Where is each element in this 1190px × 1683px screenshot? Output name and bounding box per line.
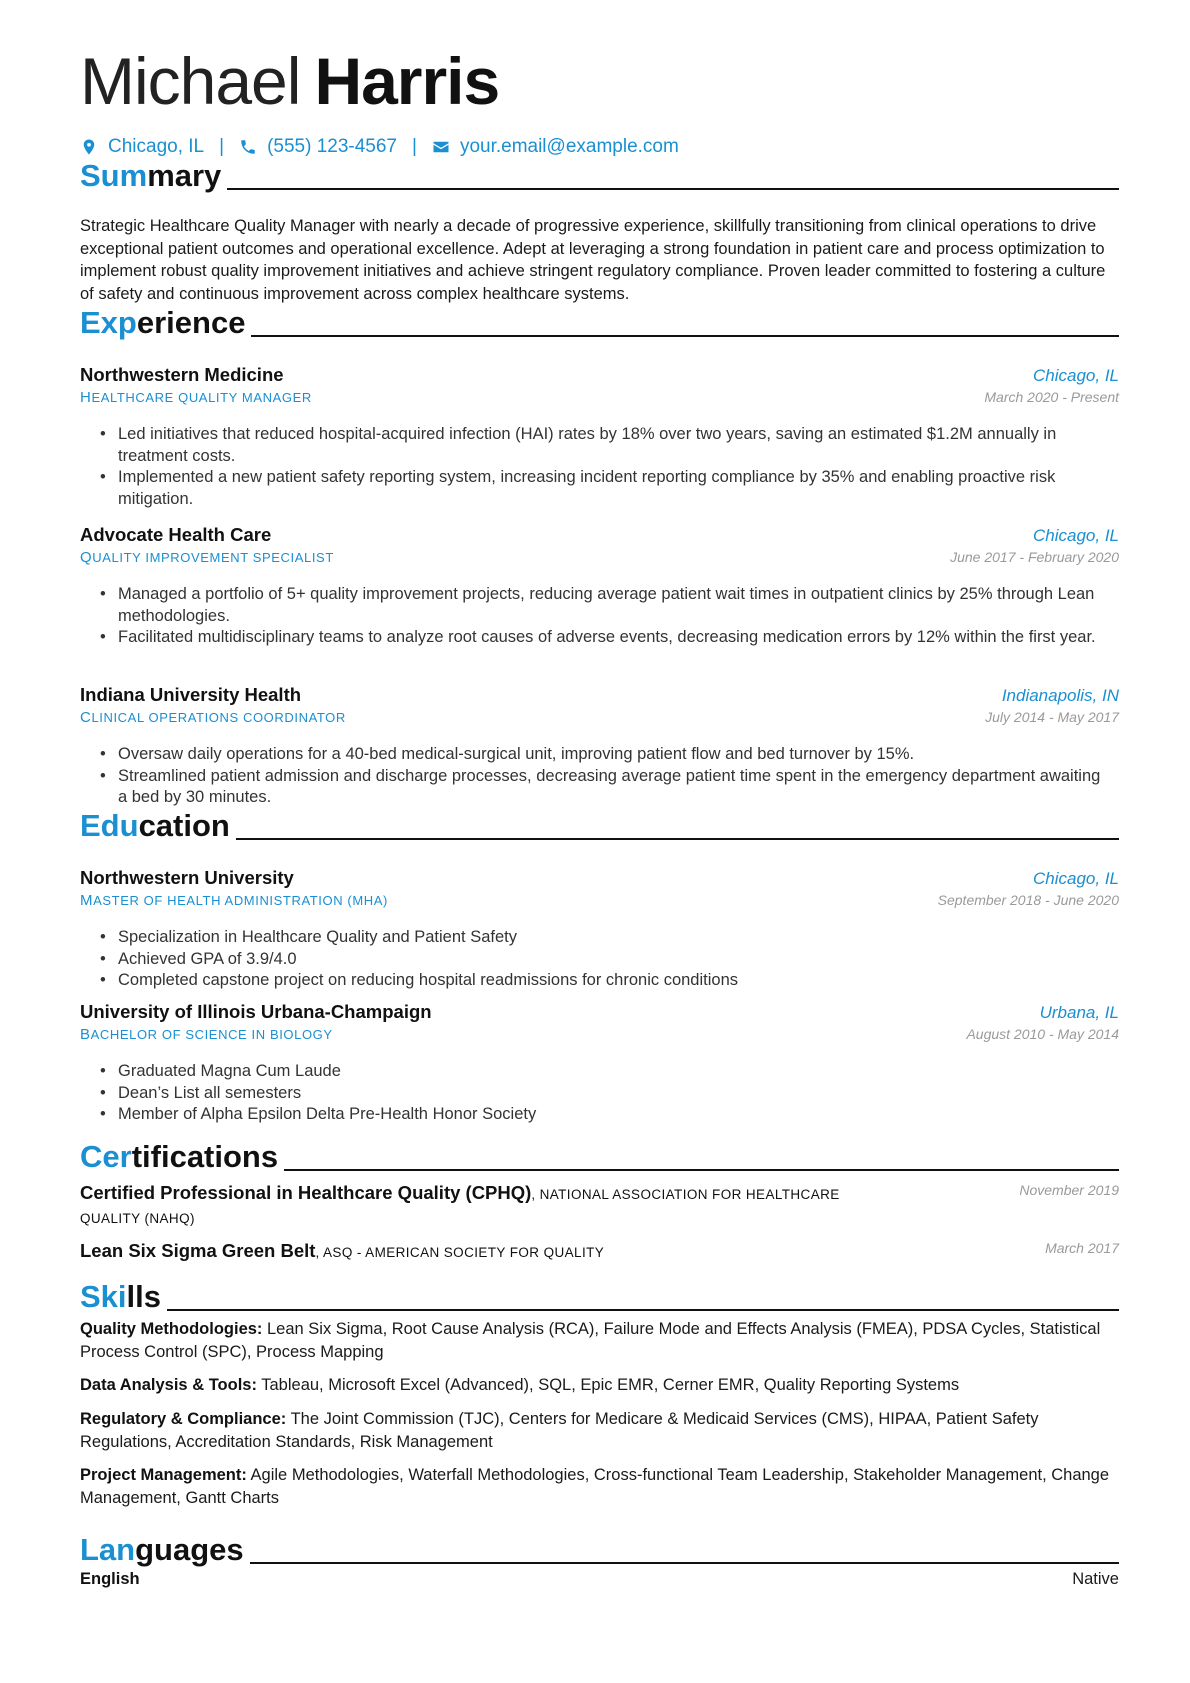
certification-name: Certified Professional in Healthcare Quality (CPHQ): [80, 1182, 532, 1203]
section-certifications: [80, 1135, 1119, 1175]
study-dates: August 2010 - May 2014: [966, 1026, 1119, 1042]
skill-group: [80, 1318, 1110, 1363]
skill-category: Project Management:: [80, 1466, 247, 1484]
first-name: Michael: [80, 44, 301, 118]
experience-entry: [80, 684, 1119, 731]
certification-issuer: , NATIONAL ASSOCIATION FOR HEALTHCARE QUALITY (NAHQ): [80, 1187, 840, 1226]
job-location: Chicago, IL: [1033, 366, 1119, 385]
certification-date: November 2019: [1019, 1182, 1119, 1198]
job-title: HEALTHCARE QUALITY MANAGER: [80, 389, 312, 406]
school-name: University of Illinois Urbana-Champaign: [80, 1001, 432, 1022]
skill-group: [80, 1374, 1110, 1397]
list-item: • Implemented a new patient safety reporting system, increasing incident reporting compliance by 35% and enabling proactive risk mitigation.: [100, 467, 1110, 510]
job-location: Chicago, IL: [1033, 526, 1119, 545]
job-dates: July 2014 - May 2017: [985, 709, 1119, 725]
job-dates: June 2017 - February 2020: [950, 549, 1119, 565]
section-skills: [80, 1275, 1119, 1315]
study-dates: September 2018 - June 2020: [937, 892, 1119, 908]
school-name: Northwestern University: [80, 867, 294, 888]
job-title: QUALITY IMPROVEMENT SPECIALIST: [80, 549, 334, 566]
language-level: Native: [1072, 1570, 1119, 1588]
skill-list: Tableau, Microsoft Excel (Advanced), SQL, Epic EMR, Cerner EMR, Quality Reporting Systems: [256, 1376, 960, 1394]
section-title: Education: [80, 808, 230, 843]
last-name: Harris: [314, 44, 500, 118]
list-item: • Specialization in Healthcare Quality and Patient Safety: [100, 927, 1110, 949]
list-item: • Oversaw daily operations for a 40-bed medical-surgical unit, improving patient flow and bed turnover by 15%.: [100, 744, 1110, 766]
section-title: Certifications: [80, 1139, 279, 1174]
certification-item: [80, 1182, 1119, 1230]
certification-date: March 2017: [1045, 1240, 1119, 1256]
list-item: • Managed a portfolio of 5+ quality improvement projects, reducing average patient wait times in outpatient clinics by 25% through Lean methodologies.: [100, 584, 1110, 627]
job-dates: March 2020 - Present: [984, 389, 1119, 405]
section-rule: [227, 188, 1119, 190]
section-title: Skills: [80, 1279, 161, 1314]
education-bullets: [100, 927, 1110, 992]
experience-bullets: [100, 584, 1110, 649]
section-languages: [80, 1528, 1119, 1568]
candidate-name: [80, 42, 499, 120]
contact-separator: |: [412, 136, 417, 157]
experience-entry: [80, 524, 1119, 571]
skill-list: Agile Methodologies, Waterfall Methodologies, Cross-functional Team Leadership, Stakeholder Management, Change Management, Gantt Charts: [80, 1466, 1110, 1507]
section-title: Languages: [80, 1532, 244, 1567]
section-title: Experience: [80, 305, 246, 340]
section-rule: [284, 1169, 1119, 1171]
education-entry: [80, 1001, 1119, 1048]
certification-issuer: , ASQ - AMERICAN SOCIETY FOR QUALITY: [315, 1245, 605, 1260]
degree: BACHELOR OF SCIENCE IN BIOLOGY: [80, 1026, 333, 1043]
employer-name: Indiana University Health: [80, 684, 302, 705]
experience-bullets: [100, 744, 1110, 809]
list-item: • Dean’s List all semesters: [100, 1083, 1110, 1105]
skill-category: Regulatory & Compliance:: [80, 1410, 287, 1428]
experience-bullets: [100, 424, 1110, 510]
contact-separator: |: [219, 136, 225, 157]
school-location: Urbana, IL: [1039, 1003, 1119, 1022]
list-item: • Member of Alpha Epsilon Delta Pre-Health Honor Society: [100, 1104, 1110, 1126]
list-item: • Graduated Magna Cum Laude: [100, 1061, 1110, 1083]
summary-text: Strategic Healthcare Quality Manager with nearly a decade of progressive experience, skillfully transitioning from clinical operations to drive exceptional patient outcomes and operational excellence. Adept at leveraging a strong foundation in patient care and process optimization to implement robust quality improvement initiatives and achieve stringent regulatory compliance. Proven leader committed to fostering a culture of safety and continuous improvement across complex healthcare systems.: [80, 217, 1106, 303]
list-item: • Achieved GPA of 3.9/4.0: [100, 949, 1110, 971]
degree: MASTER OF HEALTH ADMINISTRATION (MHA): [80, 892, 388, 909]
section-education: [80, 804, 1119, 844]
certification-name: Lean Six Sigma Green Belt: [80, 1240, 316, 1261]
skill-list: Lean Six Sigma, Root Cause Analysis (RCA), Failure Mode and Effects Analysis (FMEA), PDSA Cycles, Statistical Process Control (SPC), Process Mapping: [80, 1320, 1101, 1361]
language-name: English: [80, 1570, 140, 1588]
list-item: • Facilitated multidisciplinary teams to analyze root causes of adverse events, decreasing medication errors by 12% within the first year.: [100, 627, 1110, 649]
skill-list: The Joint Commission (TJC), Centers for Medicare & Medicaid Services (CMS), HIPAA, Patient Safety Regulations, Accreditation Standards, Risk Management: [80, 1410, 1039, 1451]
section-summary: [80, 154, 1119, 194]
phone-text: (555) 123-4567: [267, 136, 397, 157]
location-text: Chicago, IL: [108, 136, 205, 157]
education-entry: [80, 867, 1119, 914]
section-rule: [236, 838, 1119, 840]
section-rule: [251, 335, 1119, 337]
education-bullets: [100, 1061, 1110, 1126]
employer-name: Northwestern Medicine: [80, 364, 284, 385]
email-link[interactable]: your.email@example.com: [459, 136, 679, 157]
certification-item: [80, 1240, 1119, 1264]
experience-entry: [80, 364, 1119, 411]
list-item: • Streamlined patient admission and discharge processes, decreasing average patient time spent in the emergency department awaiting a bed by 30 minutes.: [100, 766, 1110, 809]
section-rule: [250, 1562, 1119, 1564]
section-experience: [80, 301, 1119, 341]
section-rule: [167, 1309, 1119, 1311]
job-title: CLINICAL OPERATIONS COORDINATOR: [80, 709, 346, 726]
school-location: Chicago, IL: [1033, 869, 1119, 888]
list-item: • Completed capstone project on reducing hospital readmissions for chronic conditions: [100, 970, 1110, 992]
skill-category: Quality Methodologies:: [80, 1320, 263, 1338]
skill-group: [80, 1408, 1110, 1453]
employer-name: Advocate Health Care: [80, 524, 272, 545]
job-location: Indianapolis, IN: [1001, 686, 1119, 705]
section-title: Summary: [80, 158, 222, 193]
skill-group: [80, 1464, 1110, 1509]
language-item: [80, 1568, 1119, 1590]
skill-category: Data Analysis & Tools:: [80, 1376, 257, 1394]
list-item: • Led initiatives that reduced hospital-acquired infection (HAI) rates by 18% over two years, saving an estimated $1.2M annually in treatment costs.: [100, 424, 1110, 467]
